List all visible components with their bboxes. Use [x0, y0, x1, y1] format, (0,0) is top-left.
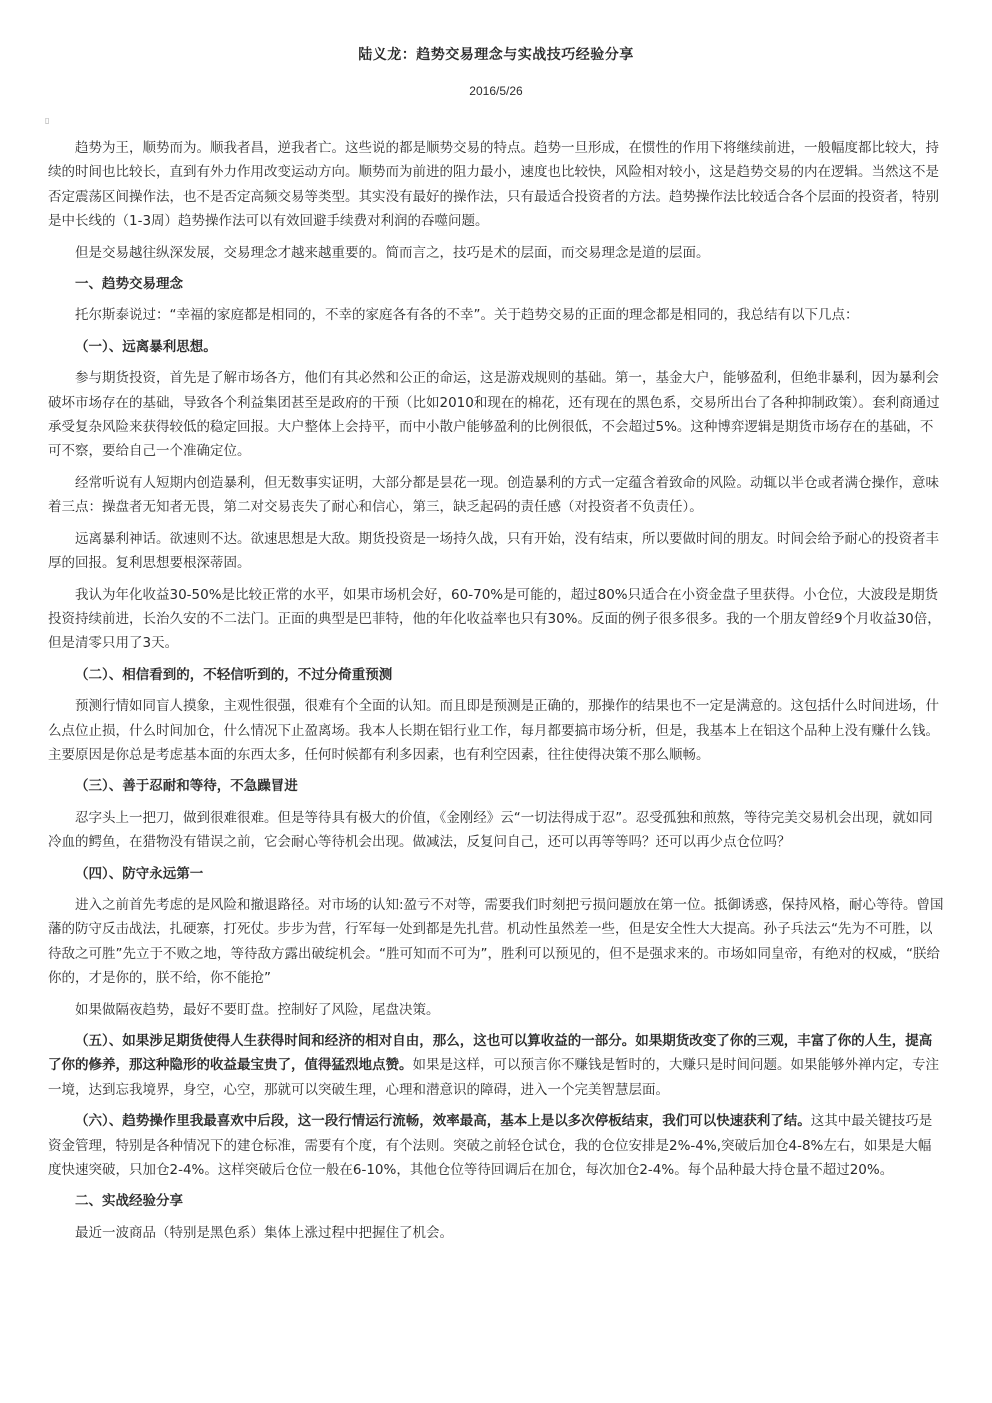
paragraph-overnight: 如果做隔夜趋势，最好不要盯盘。控制好了风险，尾盘决策。 — [75, 1001, 440, 1018]
point-6-text: 这其中最关键技巧是资金管理，特别是各种情况下的建仓标准，需要有个度，有个法则。突破之前轻仓试仓，我的仓位安排是2%-4%,突破后加仓4-8%左右，如果是大幅度快速突破，只加仓2-4%。这样突破后仓位一般在6-10%，其他仓位等待回调后在加仓，每次加仓2-4%。每个品种最大持仓量不超过20%。 — [48, 1113, 933, 1179]
point-5-text: 如果是这样，可以预言你不赚钱是暂时的，大赚只是时间问题。如果能够外禅内定，专注一境，达到忘我境界，身空，心空，那就可以突破生理，心理和潜意识的障碍，进入一个完美智慧层面。 — [48, 1057, 939, 1098]
paragraph-intro: 趋势为王，顺势而为。顺我者昌，逆我者亡。这些说的都是顺势交易的特点。趋势一旦形成，在惯性的作用下将继续前进，一般幅度都比较大，持续的时间也比较长，直到有外力作用改变运动方向。顺势而为前进的阻力最小，速度也比较快，风险相对较小，这是趋势交易的内在逻辑。当然这不是否定震荡区间操作法，也不是否定高频交易等类型。其实没有最好的操作法，只有最适合投资者的方法。趋势操作法比较适合各个层面的投资者，特别是中长线的（1-3周）趋势操作法可以有效回避手续费对利润的吞噬问题。 — [48, 140, 939, 230]
point-5-bold: （五）、如果涉足期货使得人生获得时间和经济的相对自由，那么，这也可以算收益的一部分。如果期货改变了你的三观，丰富了你的人生，提高了你的修养，那这种隐形的收益最宝贵了，值得猛烈地点赞。 — [48, 1033, 933, 1074]
subheading-1: （一）、远离暴利思想。 — [75, 338, 217, 355]
document-body — [48, 136, 944, 1252]
subheading-2: （二）、相信看到的，不轻信听到的，不过分倚重预测 — [75, 666, 393, 683]
paragraph-point-6 — [48, 1109, 944, 1182]
paragraph-prediction: 预测行情如同盲人摸象，主观性很强，很难有个全面的认知。而且即是预测是正确的，那操作的结果也不一定是满意的。这包括什么时间进场，什么点位止损，什么时间加仓，什么情况下止盈离场。我本人长期在铝行业工作，每月都要搞市场分析，但是，我基本上在铝这个品种上没有赚什么钱。主要原因是你总是考虑基本面的东西太多，任何时候都有利多因素，也有利空因素，往往使得决策不那么顺畅。 — [48, 698, 939, 763]
paragraph-short-term-profit: 经常听说有人短期内创造暴利，但无数事实证明，大部分都是昙花一现。创造暴利的方式一定蕴含着致命的风险。动辄以半仓或者满仓操作，意味着三点：操盘者无知者无畏，第二对交易丧失了耐心和信心，第三，缺乏起码的责任感（对投资者不负责任）。 — [48, 474, 939, 516]
section-heading-1: 一、趋势交易理念 — [75, 276, 183, 293]
paragraph-defense: 进入之前首先考虑的是风险和撤退路径。对市场的认知:盈亏不对等，需要我们时刻把亏损问题放在第一位。抵御诱惑，保持风格，耐心等待。曾国藩的防守反击战法，扎硬寨，打死仗。步步为营，行军每一处到都是先扎营。机动性虽然差一些，但是安全性大大提高。孙子兵法云“先为不可胜，以待敌之可胜”先立于不败之地，等待敌方露出破绽机会。“胜可知而不可为”，胜利可以预见的，但不是强求来的。市场如同皇帝，有绝对的权威，“朕给你的，才是你的，朕不给，你不能抢” — [48, 896, 944, 987]
paragraph-practice: 最近一波商品（特别是黑色系）集体上涨过程中把握住了机会。 — [75, 1224, 453, 1241]
paragraph-tolstoy: 托尔斯泰说过：“幸福的家庭都是相同的，不幸的家庭各有各的不幸”。关于趋势交易的正面的理念都是相同的，我总结有以下几点： — [75, 307, 859, 324]
paragraph-intro-2: 但是交易越往纵深发展，交易理念才越来越重要的。简而言之，技巧是术的层面，而交易理念是道的层面。 — [75, 244, 710, 261]
subheading-4: （四）、防守永远第一 — [75, 865, 204, 882]
subheading-3: （三）、善于忍耐和等待，不急躁冒进 — [75, 778, 298, 795]
document-title: 陆义龙：趋势交易理念与实战技巧经验分享 — [358, 47, 634, 63]
paragraph-annual-return: 我认为年化收益30-50%是比较正常的水平，如果市场机会好，60-70%是可能的，超过80%只适合在小资金盘子里获得。小仓位，大波段是期货投资持续前进，长治久安的不二法门。正面的典型是巴菲特，他的年化收益率也只有30%。反面的例子很多很多。我的一个朋友曾经9个月收益30倍，但是清零只用了3天。 — [48, 586, 941, 652]
section-heading-2: 二、实战经验分享 — [75, 1193, 183, 1210]
document-date: 2016/5/26 — [469, 84, 523, 98]
paragraph-point-5 — [48, 1029, 944, 1102]
placeholder-marker: ▯ — [45, 116, 50, 125]
paragraph-patience: 忍字头上一把刀，做到很难很难。但是等待具有极大的价值，《金刚经》云“一切法得成于忍”。忍受孤独和煎熬，等待完美交易机会出现，就如同冷血的鳄鱼，在猎物没有错误之前，它会耐心等待机会出现。做减法，反复问自己，还可以再等等吗？还可以再少点仓位吗？ — [48, 809, 933, 851]
paragraph-avoid-myth: 远离暴利神话。欲速则不达。欲速思想是大敌。期货投资是一场持久战，只有开始，没有结束，所以要做时间的朋友。时间会给予耐心的投资者丰厚的回报。复利思想要根深蒂固。 — [48, 530, 939, 572]
paragraph-market-parties: 参与期货投资，首先是了解市场各方，他们有其必然和公正的命运，这是游戏规则的基础。第一，基金大户，能够盈利，但绝非暴利，因为暴利会破坏市场存在的基础，导致各个利益集团甚至是政府的干预（比如2010和现在的棉花，还有现在的黑色系，交易所出台了各种抑制政策）。套利商通过承受复杂风险来获得较低的稳定回报。大户整体上会持平，而中小散户能够盈利的比例很低，不会超过5%。这种博弈逻辑是期货市场存在的基础，不可不察，要给自己一个准确定位。 — [48, 370, 940, 460]
point-6-bold: （六）、趋势操作里我最喜欢中后段，这一段行情运行流畅，效率最高，基本上是以多次停板结束，我们可以快速获利了结。 — [75, 1113, 811, 1130]
